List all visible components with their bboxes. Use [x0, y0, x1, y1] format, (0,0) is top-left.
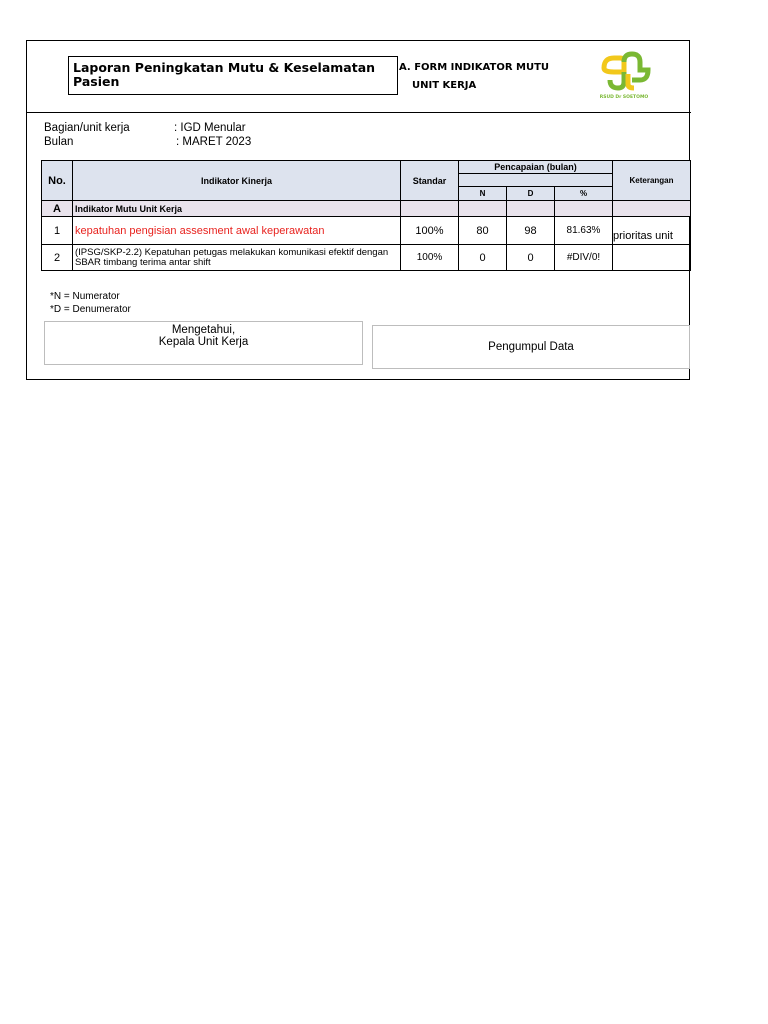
form-title: A. FORM INDIKATOR MUTU [399, 62, 550, 73]
row-pct: #DIV/0! [555, 245, 613, 271]
col-header-n: N [459, 187, 507, 201]
col-header-no: No. [42, 161, 73, 201]
row-standar: 100% [401, 245, 459, 271]
row-no: 1 [42, 217, 73, 245]
signature-right-label: Pengumpul Data [488, 341, 574, 353]
unit-value: : IGD Menular [174, 122, 246, 134]
hospital-logo [594, 50, 654, 102]
month-value: : MARET 2023 [176, 136, 252, 148]
row-keterangan [613, 245, 691, 271]
legend-denumerator: *D = Denumerator [50, 304, 131, 315]
row-d: 0 [507, 245, 555, 271]
row-n: 0 [459, 245, 507, 271]
row-indikator: kepatuhan pengisian assesment awal keperawatan [73, 217, 401, 245]
header-divider [26, 112, 691, 113]
col-header-pencapaian: Pencapaian (bulan) [459, 161, 613, 174]
logo-text: RSUD Dr SOETOMO [599, 95, 649, 100]
row-standar: 100% [401, 217, 459, 245]
row-indikator: (IPSG/SKP-2.2) Kepatuhan petugas melakukan komunikasi efektif dengan SBAR timbang terima antar shift [73, 245, 401, 271]
month-label: Bulan [44, 136, 74, 148]
report-title: Laporan Peningkatan Mutu & Keselamatan Pasien [68, 56, 398, 95]
signature-left-line1: Mengetahui, [171, 324, 236, 336]
table-row [42, 245, 691, 271]
col-header-standar: Standar [401, 161, 459, 201]
row-pct: 81.63% [555, 217, 613, 245]
pencapaian-spacer [459, 174, 613, 187]
section-row [42, 201, 691, 217]
col-header-pct: % [555, 187, 613, 201]
signature-box-kepala [44, 321, 363, 365]
signature-box-pengumpul [372, 325, 690, 369]
unit-label: Bagian/unit kerja [44, 122, 130, 134]
col-header-d: D [507, 187, 555, 201]
row-keterangan: prioritas unit [613, 217, 691, 245]
form-subtitle: UNIT KERJA [412, 80, 477, 91]
row-no: 2 [42, 245, 73, 271]
indicator-table [41, 160, 691, 271]
table-row [42, 217, 691, 245]
col-header-indikator: Indikator Kinerja [73, 161, 401, 201]
row-n: 80 [459, 217, 507, 245]
signature-left-line2: Kepala Unit Kerja [158, 336, 249, 348]
col-header-keterangan: Keterangan [613, 161, 691, 201]
row-d: 98 [507, 217, 555, 245]
section-code: A [42, 201, 73, 217]
section-label: Indikator Mutu Unit Kerja [73, 201, 401, 217]
legend-numerator: *N = Numerator [50, 291, 120, 302]
